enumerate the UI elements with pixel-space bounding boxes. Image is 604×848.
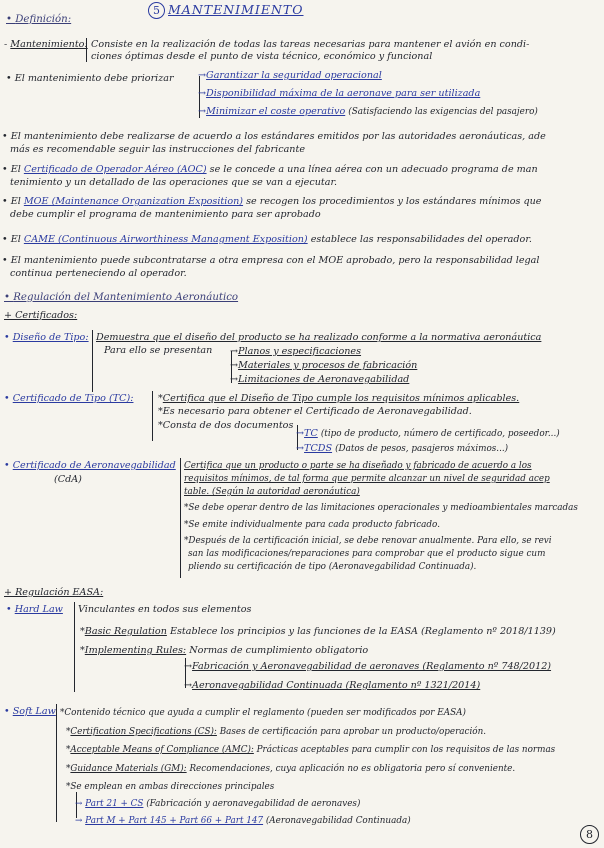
soft-item-2-note: (Aeronavegabilidad Continuada) [265,816,411,826]
diseno-item-2: →Materiales y procesos de fabricación [230,360,418,371]
tc-brace [152,391,153,441]
hard-impl-item-1-text: Fabricación y Aeronavegabilidad de aeronaves (Reglamento nº 748/2012) [192,661,552,672]
regulacion-heading-text: Regulación del Mantenimiento Aeronáutico [13,292,239,303]
tc-doc-2: →TCDS (Datos de pesos, pasajeros máximos...) [296,443,509,454]
soft-item-1-label: Part 21 + CS [85,799,144,809]
paragraph-1-text1: El mantenimiento debe realizarse de acuerdo a los estándares emitidos por las autoridades aeronáuticas, ade [10,131,546,142]
soft-cs-label: Certification Specifications (CS): [70,727,217,737]
priority-3: →Minimizar el coste operativo (Satisfaciendo las exigencias del pasajero) [198,106,538,117]
tc-doc-1-note: (tipo de producto, número de certificado, poseedor...) [320,429,560,439]
certificados-label [4,310,77,322]
tc-line3: *Consta de dos documentos [158,420,294,431]
soft-line1: *Contenido técnico que ayuda a cumplir el reglamento (pueden ser modificados por EASA) [60,708,466,718]
hard-law-label-text: Hard Law [14,604,63,615]
mantenimiento-def-line1: Consiste en la realización de todas las tareas necesarias para mantener el avión en condi- [91,39,530,50]
hard-basic-label: Basic Regulation [84,626,167,637]
soft-item-2-label: Part M + Part 145 + Part 66 + Part 147 [85,816,264,826]
paragraph-5-line1: • El mantenimiento puede subcontratarse a otra empresa con el MOE aprobado, pero la responsabilidad legal [2,255,540,266]
tc-doc-2-note: (Datos de pesos, pasajeros máximos...) [335,444,509,454]
diseno-item-1-text: Planos y especificaciones [238,346,362,357]
paragraph-3-text1: se recogen los procedimientos y los estándares mínimos que [246,196,542,207]
tc-line2: *Es necesario para obtener el Certificado de Aeronavegabilidad. [158,406,472,417]
definicion-heading: • Definición: [6,14,72,25]
moe-link: MOE (Maintenance Organization Exposition) [23,196,244,207]
mantenimiento-brace [86,38,87,62]
cda-line1 [184,460,532,472]
soft-item-2: → Part M + Part 145 + Part 66 + Part 147 (Aeronavegabilidad Continuada) [75,816,411,826]
paragraph-2-pre: El [10,164,21,175]
diseno-line1-text: Demuestra que el diseño del producto se ha realizado conforme a la normativa aeronáutica [96,332,542,343]
soft-cs: *Certification Specifications (CS): Bases de certificación para aprobar un producto/operación. [66,727,487,737]
paragraph-4-pre: El [10,234,21,245]
cda-line5-text: Se emite individualmente para cada producto fabricado. [188,520,440,530]
priority-2-text: Disponibilidad máxima de la aeronave para ser utilizada [206,88,481,99]
aoc-link: Certificado de Operador Aéreo (AOC) [23,164,207,175]
diseno-item-3-text: Limitaciones de Aeronavegabilidad [238,374,410,385]
paragraph-3-line1: • El MOE (Maintenance Organization Exposition) se recogen los procedimientos y los estándares mínimos que [2,196,542,207]
page-title [168,2,468,18]
hard-impl-item-2: →Aeronavegabilidad Continuada (Reglamento nº 1321/2014) [184,680,481,691]
cda-line1-text: Certifica que un producto o parte se ha diseñado y fabricado de acuerdo a los [184,461,532,471]
tc-line1-text: Certifica que el Diseño de Tipo cumple los requisitos mínimos aplicables. [162,393,520,404]
paragraph-1-line2: más es recomendable seguir las instrucciones del fabricante [10,144,306,155]
soft-item-1: → Part 21 + CS (Fabricación y aeronavegabilidad de aeronaves) [75,799,361,809]
priority-2: →Disponibilidad máxima de la aeronave para ser utilizada [198,88,481,99]
hard-impl-item-1: →Fabricación y Aeronavegabilidad de aeronaves (Reglamento nº 748/2012) [184,661,552,672]
easa-heading [4,587,103,599]
soft-gm: *Guidance Materials (GM): Recomendaciones, cuya aplicación no es obligatoria pero sí conveniente. [66,764,516,774]
soft-amc-label: Acceptable Means of Compliance (AMC): [70,745,254,755]
soft-law-brace [56,704,57,822]
soft-cs-text: Bases de certificación para aprobar un producto/operación. [219,727,487,737]
cda-brace [180,458,181,578]
hard-impl-item-2-text: Aeronavegabilidad Continuada (Reglamento nº 1321/2014) [192,680,481,691]
certificados-label-text: + Certificados: [4,310,78,321]
priority-1: →Garantizar la seguridad operacional [198,70,382,81]
diseno-item-1: →Planos y especificaciones [230,346,362,357]
mantenimiento-def-line2: ciones óptimas desde el punto de vista técnico, económico y funcional [91,51,433,62]
paragraph-2-line2: tenimiento y un detallado de las operaciones que se van a ejecutar. [10,177,338,188]
tc-doc-1: →TC (tipo de producto, número de certificado, poseedor...) [296,428,560,439]
cda-line8: pliendo su certificación de tipo (Aeronavegabilidad Continuada). [188,562,477,572]
hard-line1: Vinculantes en todos sus elementos [78,604,252,615]
soft-amc-text: Prácticas aceptables para cumplir con los requisitos de las normas [256,745,556,755]
priority-1-text: Garantizar la seguridad operacional [206,70,382,81]
paragraph-3-line2: debe cumplir el programa de mantenimiento para ser aprobado [10,209,321,220]
regulacion-heading: • Regulación del Mantenimiento Aeronáutico [4,292,239,303]
hard-impl: *Implementing Rules: Normas de cumplimiento obligatorio [80,645,369,656]
easa-heading-text: + Regulación EASA: [4,587,104,598]
mantenimiento-label: - Mantenimiento: [4,39,88,50]
cda-label: • Certificado de Aeronavegabilidad [4,460,176,471]
tc-label: • Certificado de Tipo (TC): [4,393,134,404]
page-title-text: MANTENIMIENTO [168,2,304,17]
hard-impl-label: Implementing Rules: [84,645,187,656]
tc-label-text: Certificado de Tipo (TC): [12,393,134,404]
hard-basic-text: Establece los principios y las funciones de la EASA (Reglamento nº 2018/1139) [169,626,556,637]
paragraph-3-pre: El [10,196,21,207]
priority-3-text: Minimizar el coste operativo [206,106,346,117]
paragraph-4-text1: establece las responsabilidades del operador. [310,234,532,245]
cda-line2 [184,473,550,485]
cda-line7: san las modificaciones/reparaciones para comprobar que el producto sigue cum [188,549,546,559]
cda-line6: *Después de la certificación inicial, se debe renovar anualmente. Para ello, se revi [184,536,552,546]
cda-line4: *Se debe operar dentro de las limitaciones operacionales y medioambientales marcadas [184,503,578,513]
page-number: 8 [580,825,599,844]
diseno-line2: Para ello se presentan [104,345,213,356]
soft-both: *Se emplean en ambas direcciones principales [66,782,275,792]
priority-3-note: (Satisfaciendo las exigencias del pasajero) [348,107,538,117]
tc-line2-text: Es necesario para obtener el Certificado de Aeronavegabilidad. [162,406,472,417]
cda-line3-text: table. (Según la autoridad aeronáutica) [184,487,360,497]
soft-law-label-text: Soft Law [12,706,56,717]
diseno-item-2-text: Materiales y procesos de fabricación [238,360,418,371]
tc-doc-1-label: TC [304,428,318,439]
tc-line1: *Certifica que el Diseño de Tipo cumple los requisitos mínimos aplicables. [158,393,520,404]
soft-law-label: • Soft Law [4,706,56,717]
paragraph-5-line2: continua perteneciendo al operador. [10,268,187,279]
definicion-heading-text: Definición: [15,14,72,25]
cda-line6-text: Después de la certificación inicial, se debe renovar anualmente. Para ello, se revi [188,536,552,546]
soft-both-text: Se emplean en ambas direcciones principales [70,782,275,792]
came-link: CAME (Continuous Airworthiness Managment Exposition) [23,234,308,245]
soft-amc: *Acceptable Means of Compliance (AMC): Prácticas aceptables para cumplir con los requisitos de las normas [66,745,556,755]
hard-basic: *Basic Regulation Establece los principios y las funciones de la EASA (Reglamento nº 2018/1139) [80,626,556,637]
hard-law-brace [74,602,75,692]
soft-item-1-note: (Fabricación y aeronavegabilidad de aeronaves) [146,799,361,809]
section-number-circle: 5 [148,2,165,19]
tc-doc-2-label: TCDS [304,443,333,454]
soft-gm-label: Guidance Materials (GM): [70,764,187,774]
cda-line5: *Se emite individualmente para cada producto fabricado. [184,520,440,530]
priorizar-label: • El mantenimiento debe priorizar [6,73,174,84]
diseno-line1 [96,332,541,344]
cda-line2-text: requisitos mínimos, de tal forma que permite alcanzar un nivel de seguridad acep [184,474,550,484]
paragraph-1-line1: • El mantenimiento debe realizarse de acuerdo a los estándares emitidos por las autoridades aeronáuticas, ade [2,131,546,142]
paragraph-2-text1: se le concede a una línea aérea con un adecuado programa de man [209,164,538,175]
paragraph-4-line1: • El CAME (Continuous Airworthiness Managment Exposition) establece las responsabilidades del operador. [2,234,532,245]
soft-gm-text: Recomendaciones, cuya aplicación no es obligatoria pero sí conveniente. [189,764,516,774]
paragraph-2-line1: • El Certificado de Operador Aéreo (AOC) se le concede a una línea aérea con un adecuado programa de man [2,164,538,175]
diseno-label: • Diseño de Tipo: [4,332,89,343]
cda-abbr: (CdA) [54,474,82,485]
hard-impl-text: Normas de cumplimiento obligatorio [189,645,369,656]
diseno-brace [92,330,93,392]
cda-label-text: Certificado de Aeronavegabilidad [12,460,176,471]
cda-line3 [184,486,360,498]
priorizar-label-text: El mantenimiento debe priorizar [14,73,174,84]
tc-line3-text: Consta de dos documentos [162,420,294,431]
hard-law-label: • Hard Law [6,604,63,615]
mantenimiento-label-text: Mantenimiento: [10,39,88,50]
paragraph-5-text1: El mantenimiento puede subcontratarse a otra empresa con el MOE aprobado, pero la responsabilidad legal [10,255,540,266]
diseno-item-3: →Limitaciones de Aeronavegabilidad [230,374,410,385]
cda-line4-text: Se debe operar dentro de las limitaciones operacionales y medioambientales marcadas [188,503,578,513]
diseno-label-text: Diseño de Tipo: [12,332,89,343]
soft-line1-text: Contenido técnico que ayuda a cumplir el reglamento (pueden ser modificados por EASA) [64,708,466,718]
